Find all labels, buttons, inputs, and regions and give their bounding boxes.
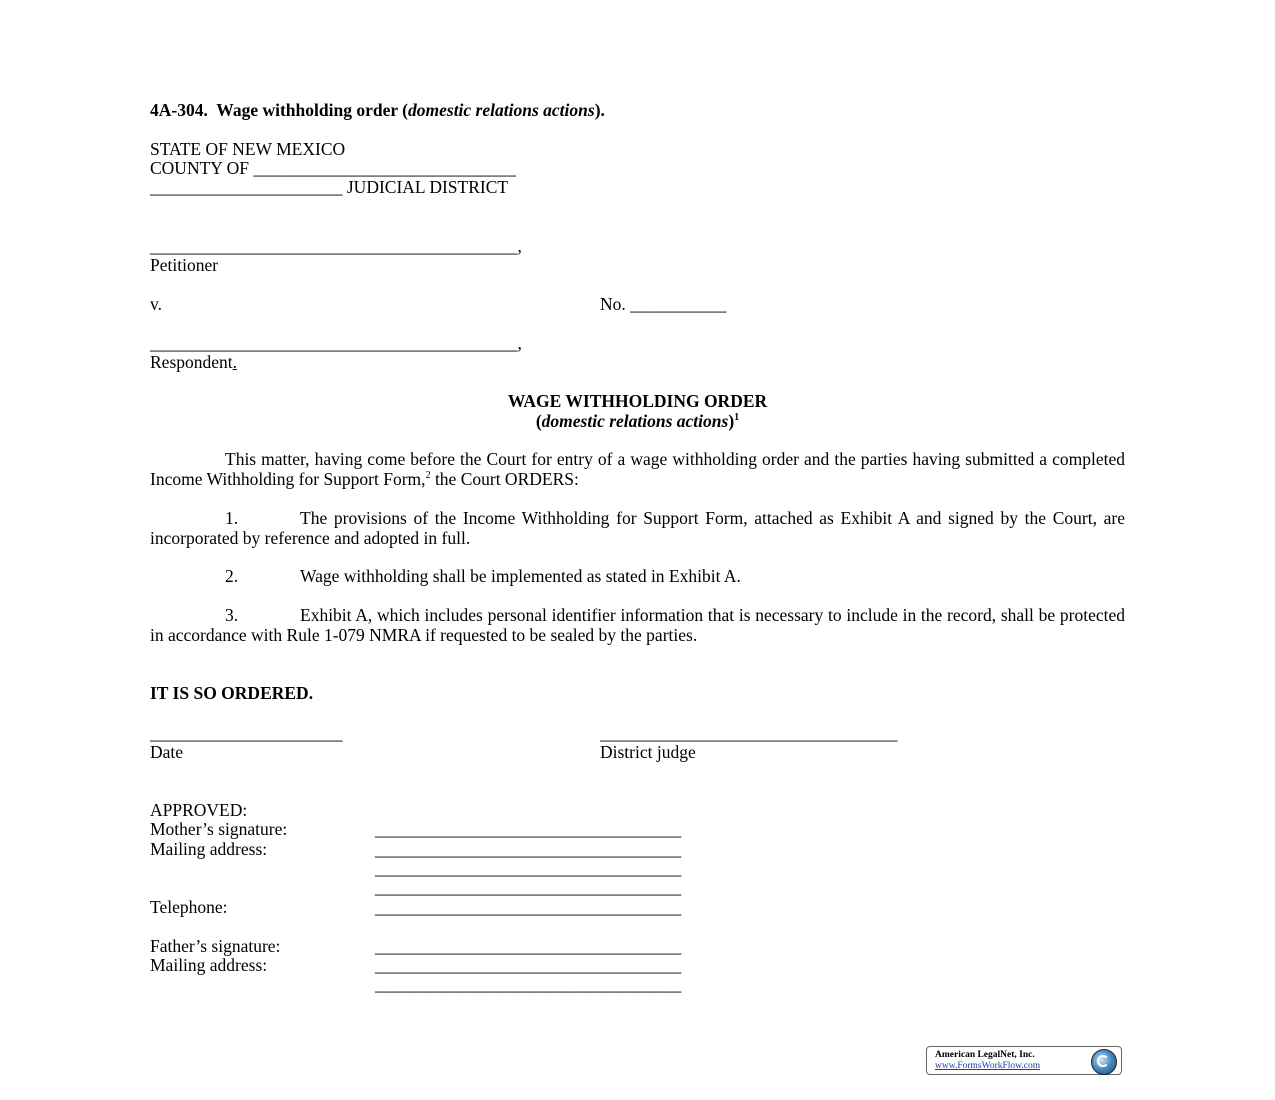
- logo-url-link[interactable]: www.FormsWorkFlow.com: [935, 1061, 1041, 1071]
- respondent-label-line: [150, 352, 237, 372]
- father-signature-field[interactable]: ___________________________________: [375, 936, 682, 956]
- mother-address-field-2[interactable]: ___________________________________: [375, 858, 682, 878]
- item-number: 3.: [225, 605, 239, 625]
- rule-heading: [150, 100, 605, 120]
- rule-title-post: ).: [594, 100, 605, 120]
- mother-address-field-1[interactable]: ___________________________________: [375, 839, 682, 859]
- father-address-field-2[interactable]: ___________________________________: [375, 974, 682, 994]
- footnote-ref-2[interactable]: 2: [425, 469, 431, 481]
- judge-signature-line[interactable]: __________________________________: [600, 723, 898, 743]
- american-legalnet-logo[interactable]: [926, 1046, 1122, 1075]
- petitioner-field[interactable]: __________________________________________,: [150, 236, 522, 256]
- father-mailing-label: Mailing address:: [150, 955, 268, 975]
- item-text: Exhibit A, which includes personal identifier information that is necessary to include in the record, shall be protected in accordance with Rule 1-079 NMRA if requested to be sealed by the parties.: [150, 605, 1125, 645]
- order-subtitle: [150, 411, 1125, 431]
- rule-title-italic: domestic relations actions: [408, 100, 595, 120]
- subtitle-paren-close: ): [728, 411, 735, 431]
- approved-heading: APPROVED:: [150, 800, 248, 820]
- rule-title-pre: Wage withholding order (: [216, 100, 408, 120]
- mother-signature-label: Mother’s signature:: [150, 819, 288, 839]
- item-number: 1.: [225, 508, 239, 528]
- subtitle-paren-open: (: [535, 411, 542, 431]
- footnote-ref-1[interactable]: 1: [734, 412, 740, 424]
- item-text: Wage withholding shall be implemented as stated in Exhibit A.: [300, 566, 741, 586]
- item-number: 2.: [225, 566, 239, 586]
- date-label: Date: [150, 742, 184, 762]
- judicial-district-field[interactable]: ______________________ JUDICIAL DISTRICT: [150, 177, 509, 197]
- order-item-1: [150, 509, 1125, 548]
- intro-paragraph: [150, 450, 1125, 489]
- county-field[interactable]: COUNTY OF ______________________________: [150, 158, 516, 178]
- telephone-label: Telephone:: [150, 897, 228, 917]
- subtitle-italic: domestic relations actions: [541, 411, 729, 431]
- mother-signature-field[interactable]: ___________________________________: [375, 819, 682, 839]
- father-address-field-1[interactable]: ___________________________________: [375, 955, 682, 975]
- telephone-field[interactable]: ___________________________________: [375, 897, 682, 917]
- rule-number: 4A-304.: [150, 100, 208, 120]
- case-number-field[interactable]: No. ___________: [600, 294, 727, 314]
- order-item-3: [150, 606, 1125, 645]
- globe-icon: [1091, 1049, 1117, 1075]
- intro-text: This matter, having come before the Court for entry of a wage withholding order and the parties having submitted a completed Income Withholding for Support Form,: [150, 449, 1125, 489]
- intro-text-end: the Court ORDERS:: [430, 468, 579, 489]
- judge-label: District judge: [600, 742, 696, 762]
- date-signature-line[interactable]: ______________________: [150, 723, 343, 743]
- logo-company-name: American LegalNet, Inc.: [935, 1050, 1035, 1060]
- item-text: The provisions of the Income Withholding for Support Form, attached as Exhibit A and signed by the Court, are incorporated by reference and adopted in full.: [150, 508, 1125, 548]
- mother-address-field-3[interactable]: ___________________________________: [375, 877, 682, 897]
- order-title: WAGE WITHHOLDING ORDER: [507, 391, 768, 411]
- respondent-field[interactable]: __________________________________________,: [150, 333, 522, 353]
- order-item-2: [150, 567, 1125, 587]
- so-ordered: IT IS SO ORDERED.: [150, 683, 314, 703]
- state-line: STATE OF NEW MEXICO: [150, 139, 346, 159]
- petitioner-label: Petitioner: [150, 255, 219, 275]
- father-signature-label: Father’s signature:: [150, 936, 281, 956]
- respondent-label: Respondent: [150, 352, 233, 372]
- versus-label: v.: [150, 294, 162, 314]
- mother-mailing-label: Mailing address:: [150, 839, 268, 859]
- respondent-period: .: [232, 352, 238, 372]
